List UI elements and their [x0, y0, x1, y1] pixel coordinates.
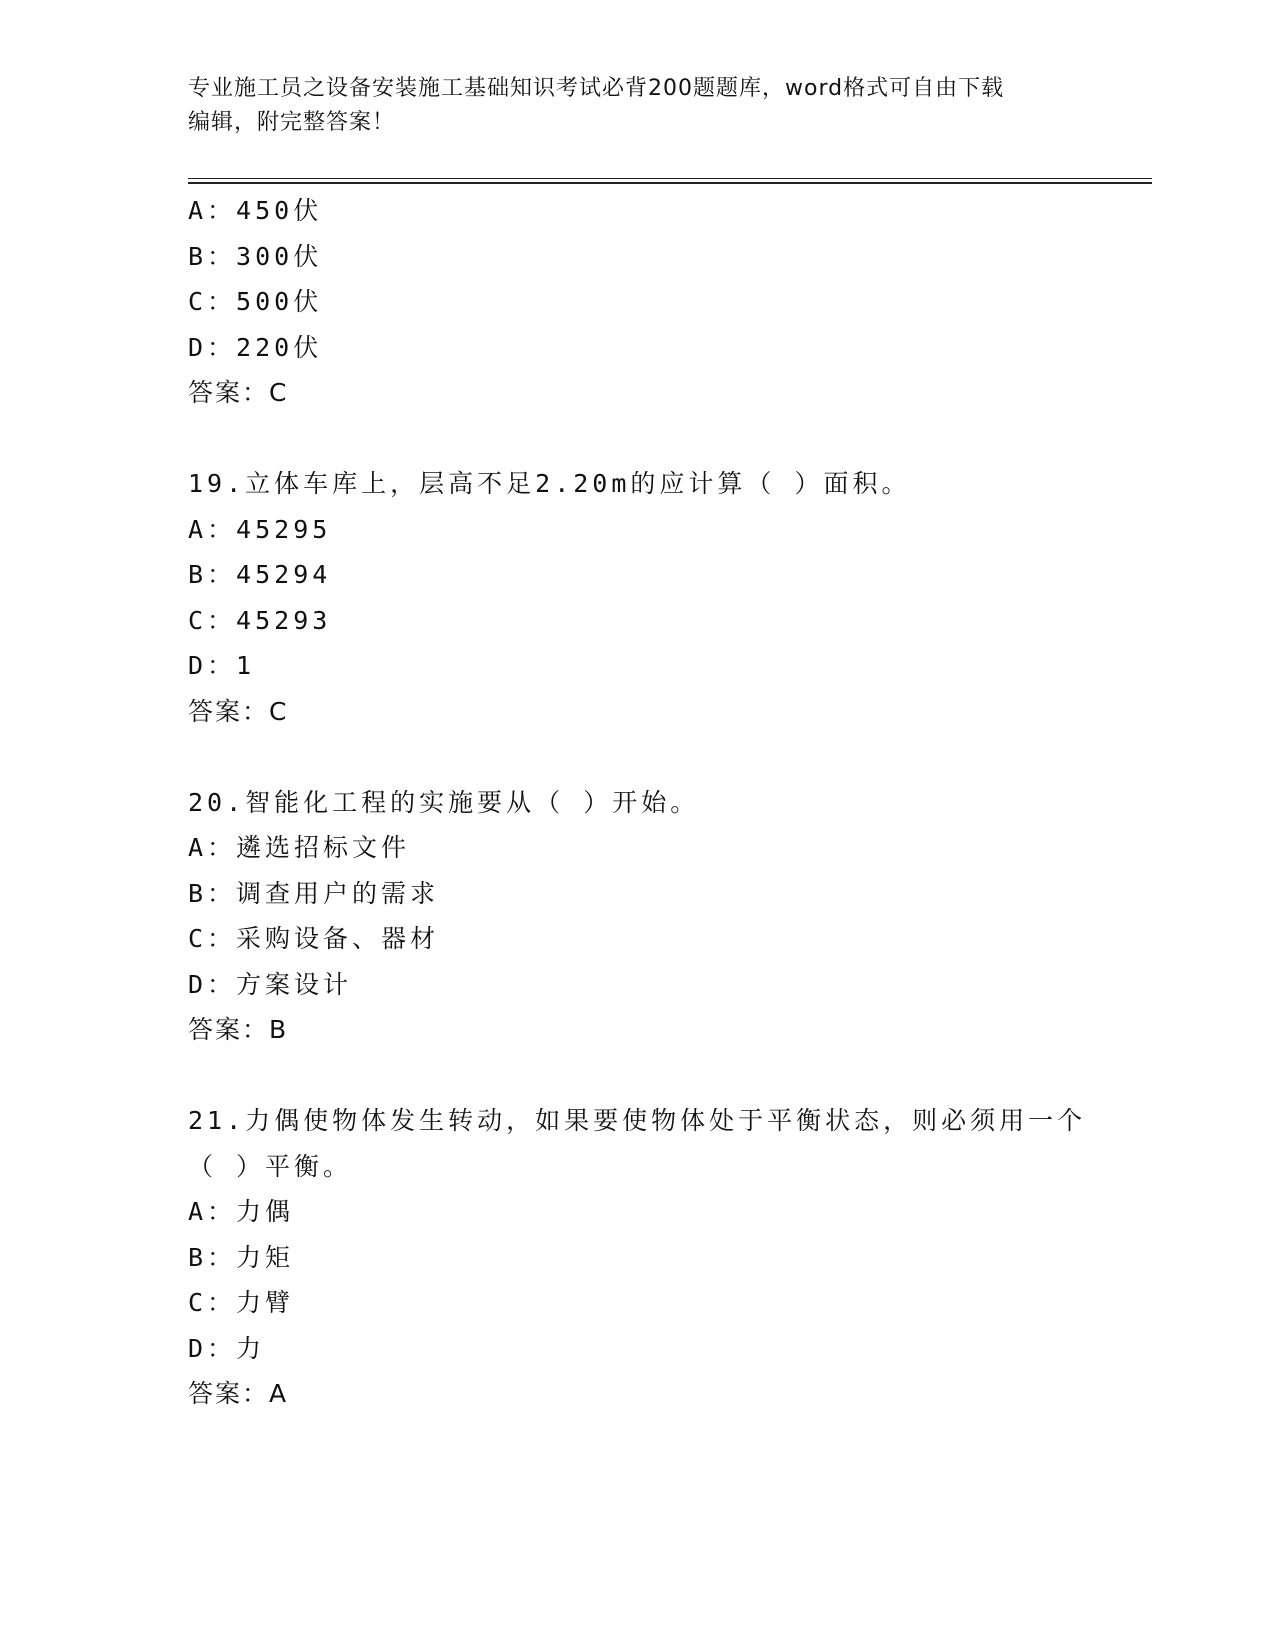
question-21 — [188, 1098, 1148, 1417]
option-d: D：力 — [188, 1333, 266, 1363]
option-d: D：1 — [188, 651, 256, 680]
option-c: C：力臂 — [188, 1288, 295, 1317]
spacer — [188, 734, 1148, 780]
answer: 答案：B — [188, 1015, 289, 1044]
option-c: C：采购设备、器材 — [188, 924, 440, 953]
question-text: 20.智能化工程的实施要从（ ）开始。 — [188, 787, 700, 817]
option-d: D：220伏 — [188, 332, 323, 362]
option-d: D：方案设计 — [188, 969, 353, 999]
spacer — [188, 416, 1148, 462]
answer: 答案：A — [188, 1379, 289, 1408]
question-list — [188, 188, 1148, 1417]
question-18 — [188, 188, 1148, 416]
option-a: A：450伏 — [188, 196, 323, 225]
header-divider-thick — [188, 182, 1152, 184]
question-text: 19.立体车库上，层高不足2.20m的应计算（ ）面积。 — [188, 469, 911, 498]
option-b: B：调查用户的需求 — [188, 878, 440, 908]
question-20 — [188, 780, 1148, 1053]
option-c: C：45293 — [188, 605, 332, 635]
question-19 — [188, 461, 1148, 734]
question-text-line-2: （ ）平衡。 — [188, 1151, 353, 1181]
header-divider-thin — [188, 178, 1152, 179]
spacer — [188, 1053, 1148, 1099]
option-b: B：力矩 — [188, 1242, 295, 1272]
question-text-line-1: 21.力偶使物体发生转动，如果要使物体处于平衡状态，则必须用一个 — [188, 1106, 1087, 1135]
option-a: A：力偶 — [188, 1197, 295, 1226]
document-header — [188, 72, 1108, 140]
option-a: A：45295 — [188, 514, 332, 544]
answer: 答案：C — [188, 696, 289, 726]
header-title-line-2: 编辑，附完整答案！ — [188, 110, 396, 135]
option-b: B：300伏 — [188, 241, 323, 271]
header-title-line-1: 专业施工员之设备安装施工基础知识考试必背200题题库，word格式可自由下载 — [188, 76, 1005, 101]
answer: 答案：C — [188, 378, 289, 407]
option-a: A：遴选招标文件 — [188, 833, 411, 862]
option-b: B：45294 — [188, 560, 332, 589]
option-c: C：500伏 — [188, 287, 323, 316]
